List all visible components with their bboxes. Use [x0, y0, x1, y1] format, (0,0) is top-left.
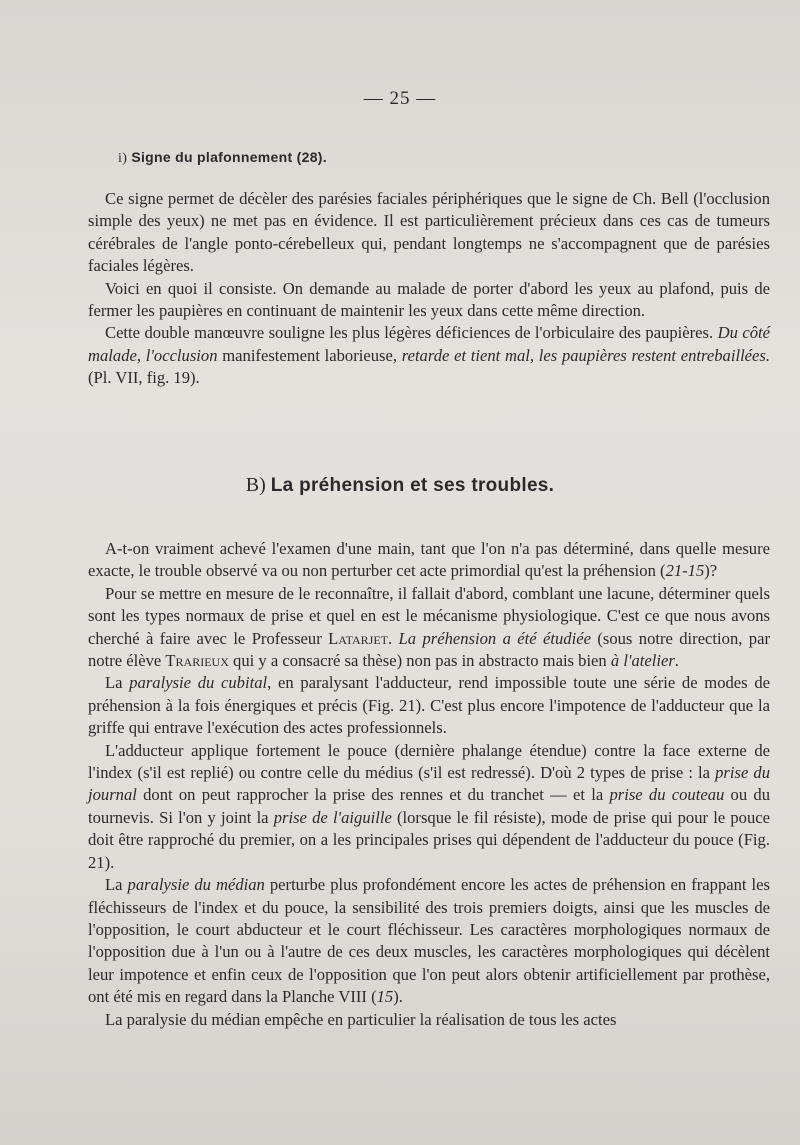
italic-run: Du côté malade [88, 323, 770, 365]
italic-run: à l'atelier [610, 651, 675, 671]
italic-run: 21-15 [665, 561, 705, 581]
sub-heading-marker: i) [118, 151, 128, 166]
text-run: , en paralysant l'adducteur, rend impossible toute une série de modes de préhension à la fois énergiques et précis (Fig. 21). C'est plus encore l'impotence de l'adducteur que la griffe qui entrave l'exécution des actes professionnels. [88, 673, 771, 738]
text-run: ). [393, 987, 403, 1007]
text-run: A-t-on vraiment achevé l'examen d'une main, tant que l'on n'a pas déterminé, dans quelle mesure exacte, le trouble observé va ou non perturber cet acte primordial qu'est la préhension ( [88, 539, 770, 581]
text-run: Cette double manœuvre souligne les plus légères déficiences de l'orbiculaire des paupières. [105, 323, 718, 343]
section-letter: B) [245, 474, 266, 496]
italic-run: paralysie du médian [127, 875, 265, 895]
italic-run: retarde et tient mal, les paupières restent entrebaillées. [401, 345, 771, 365]
section-heading [0, 474, 800, 497]
small-caps-name: Trarieux [165, 651, 229, 671]
text-run: (lorsque le fil résiste), mode de prise qui pour le pouce doit être rapproché du premier, on a les principales prises qui dépendent de l'adducteur du pouce (Fig. 21). [88, 807, 770, 872]
italic-run: La préhension a été étudiée [398, 628, 591, 648]
text-run: Pour se mettre en mesure de le reconnaître, il fallait d'abord, comblant une lacune, déterminer quels sont les types normaux de prise et quel en est le mécanisme physiologique. C'est ce que nous avons cherché à faire avec le Professeur [88, 583, 770, 648]
body-text-block-1 [88, 188, 770, 390]
section-title: La préhension et ses troubles. [270, 475, 555, 496]
italic-run: prise du journal [88, 763, 770, 805]
body-text-block-2 [88, 538, 770, 1031]
text-run: La [105, 673, 130, 693]
italic-run: prise du couteau [609, 785, 725, 805]
text-run: La [105, 875, 128, 895]
text-run: )? [704, 561, 718, 581]
sub-heading [118, 149, 327, 167]
text-run: . [674, 651, 679, 671]
text-run: ou du tournevis. Si l'on y joint la [88, 785, 770, 827]
sub-heading-ref: (28). [296, 149, 327, 165]
paragraph [88, 672, 770, 739]
text-run: (Pl. VII, fig. 19). [88, 368, 200, 388]
text-run: (sous notre direction, par notre élève [88, 628, 770, 671]
sub-heading-title: Signe du plafonnement [131, 149, 293, 165]
italic-run: l'occlusion [145, 345, 218, 365]
text-run: , [136, 345, 146, 365]
paragraph: Voici en quoi il consiste. On demande au malade de porter d'abord les yeux au plafond, puis de fermer les paupières en continuant de maintenir les yeux dans cette même direction. [88, 278, 770, 321]
paragraph [88, 740, 770, 874]
text-run: manifestement laborieuse, [217, 345, 402, 365]
paragraph [88, 874, 770, 1008]
italic-run: 15 [376, 987, 394, 1007]
small-caps-name: Latarjet [328, 628, 388, 648]
italic-run: paralysie du cubital [129, 673, 268, 693]
paragraph [88, 538, 770, 583]
paragraph: La paralysie du médian empêche en particulier la réalisation de tous les actes [105, 1009, 617, 1029]
text-run: qui y a consacré sa thèse) non pas in abstracto mais bien [228, 651, 611, 671]
text-run: perturbe plus profondément encore les actes de préhension en frappant les fléchisseurs de l'index et du pouce, la sensibilité des trois premiers doigts, ainsi que les muscles de l'opposition, le court abducteur et le court fléchisseur. Les caractères morphologiques normaux de l'opposition due à l'un ou à l'autre de ces deux muscles, les caractères morphologiques qui décèlent leur impotence et enfin ceux de l'opposition que l'on peut alors obtenir artificiellement par prothèse, ont été mis en regard dans la Planche VIII ( [88, 875, 770, 1007]
italic-run: prise de l'aiguille [273, 807, 392, 827]
text-run: dont on peut rapprocher la prise des rennes et du tranchet — et la [136, 785, 610, 805]
page-number: — 25 — [363, 88, 437, 109]
paragraph [88, 322, 770, 389]
paragraph [88, 583, 770, 673]
paragraph: Ce signe permet de décèler des parésies faciales périphériques que le signe de Ch. Bell (l'occlusion simple des yeux) ne met pas en évidence. Il est particulièrement précieux dans ces cas de tumeurs cérébrales de l'angle ponto-cérebelleux qui, pendant longtemps ne s'accompagnent que de parésies faciales légères. [88, 189, 770, 276]
text-run: L'adducteur applique fortement le pouce (dernière phalange étendue) contre la face externe de l'index (s'il est replié) ou contre celle du médius (s'il est redressé). D'où 2 types de prise : la [88, 740, 770, 783]
text-run: . [387, 628, 399, 648]
